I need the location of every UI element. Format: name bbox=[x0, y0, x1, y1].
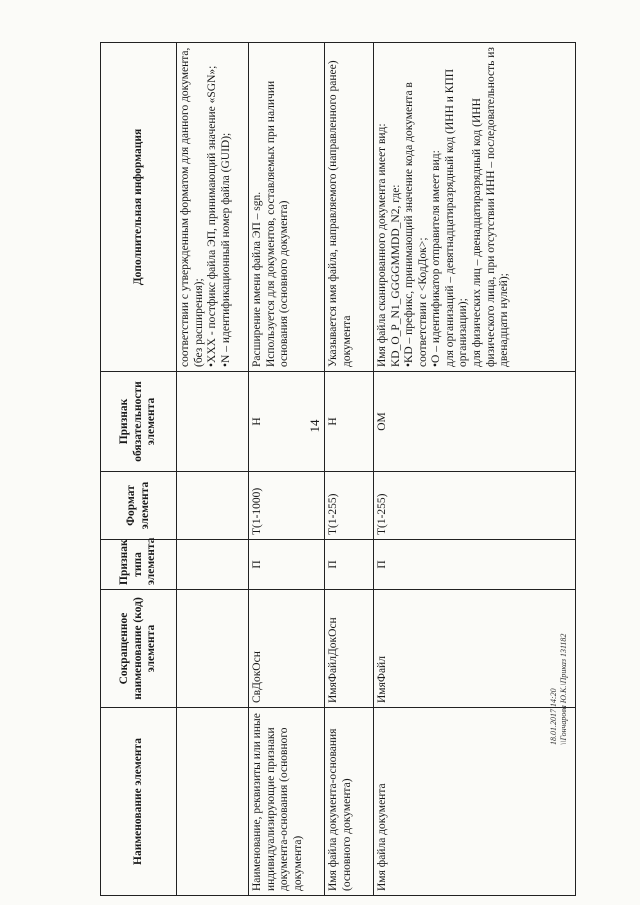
header-code: Сокращенное наименование (код) элемента bbox=[101, 590, 177, 708]
info-line: Расширение имени файла ЭП – sgn. bbox=[251, 191, 263, 367]
cell-info bbox=[325, 43, 374, 372]
info-line: •XXX - постфикс файла ЭП, принимающий значение «SGN»; bbox=[206, 65, 219, 367]
cell-type: П bbox=[325, 540, 374, 590]
cell-name: Наименование, реквизиты или иные индивидуализирующие признаки документа-основания (основного документа) bbox=[249, 708, 325, 896]
cell-format: T(1-1000) bbox=[249, 472, 325, 540]
cell-name: Имя файла документа-основания (основного документа) bbox=[325, 708, 374, 896]
page-number: 14 bbox=[307, 419, 322, 433]
info-line: соответствии с утвержденным форматом для данного документа, (без расширения); bbox=[179, 47, 205, 367]
cell-info bbox=[249, 43, 325, 372]
table-wrapper bbox=[100, 43, 575, 896]
header-required: Признак обязательности элемента bbox=[101, 372, 177, 472]
cell-code bbox=[177, 590, 249, 708]
cell-format: T(1-255) bbox=[374, 472, 576, 540]
cell-type: П bbox=[374, 540, 576, 590]
cell-format bbox=[177, 472, 249, 540]
cell-code: ИмяФайл bbox=[374, 590, 576, 708]
cell-required bbox=[177, 372, 249, 472]
header-type: Признак типа элемента bbox=[101, 540, 177, 590]
info-line: Указывается имя файла, направляемого (направленного ранее) документа bbox=[327, 60, 353, 367]
table-header-row bbox=[101, 43, 177, 896]
info-line: для физических лиц – двенадцатиразрядный код (ИНН физического лица, при отсутствии ИНН – последовательность из двенадцати нулей); bbox=[470, 47, 511, 367]
element-spec-table bbox=[100, 42, 576, 896]
cell-format: T(1-255) bbox=[325, 472, 374, 540]
cell-type: П bbox=[249, 540, 325, 590]
table-row bbox=[177, 43, 249, 896]
footer-timestamp: 18.01.2017 14:20 bbox=[549, 688, 558, 745]
cell-required: Н bbox=[249, 372, 325, 472]
header-name: Наименование элемента bbox=[101, 708, 177, 896]
info-line: •O – идентификатор отправителя имеет вид: bbox=[430, 150, 443, 367]
footer-stamp bbox=[549, 595, 568, 745]
header-info: Дополнительная информация bbox=[101, 43, 177, 372]
cell-type bbox=[177, 540, 249, 590]
cell-required: Н bbox=[325, 372, 374, 472]
info-line: •KD – префикс, принимающий значение кода документа в соответствии с <КодДок>; bbox=[403, 82, 429, 367]
info-line: Имя файла сканированного документа имеет вид: KD_O_P_N1_GGGGMMDD_N2, где: bbox=[376, 123, 402, 367]
info-line: Используется для документов, составляемых при наличии основания (основного документа) bbox=[264, 80, 291, 367]
cell-required: ОМ bbox=[374, 372, 576, 472]
cell-info bbox=[374, 43, 576, 372]
cell-info bbox=[177, 43, 249, 372]
cell-code: СвДокОсн bbox=[249, 590, 325, 708]
info-line: для организаций – девятнадцатиразрядный код (ИНН и КПП организации); bbox=[443, 68, 470, 367]
footer-path: \\Гончарова Ю.К.\Приказ 131182 bbox=[558, 633, 568, 745]
table-row bbox=[325, 43, 374, 896]
rotated-table-container bbox=[100, 43, 575, 896]
cell-code: ИмяФайлДокОсн bbox=[325, 590, 374, 708]
cell-name bbox=[177, 708, 249, 896]
info-line: •N – идентификационный номер файла (GUID); bbox=[219, 132, 232, 367]
table-row bbox=[374, 43, 576, 896]
table-row bbox=[249, 43, 325, 896]
header-format: Формат элемента bbox=[101, 472, 177, 540]
cell-name: Имя файла документа bbox=[374, 708, 576, 896]
